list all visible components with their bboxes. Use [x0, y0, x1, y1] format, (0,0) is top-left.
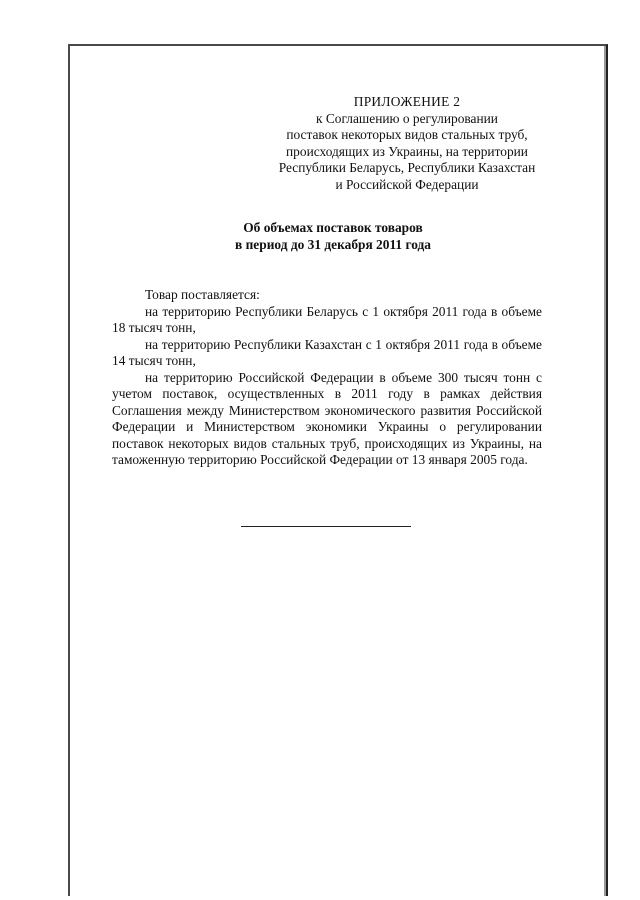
appendix-block [262, 94, 552, 193]
heading-line-2: в период до 31 декабря 2011 года [235, 236, 431, 252]
heading-line-1: Об объемах поставок товаров [243, 220, 423, 235]
appendix-line: поставок некоторых видов стальных труб, [286, 127, 528, 142]
document-body [112, 287, 542, 469]
appendix-title: ПРИЛОЖЕНИЕ 2 [353, 94, 461, 109]
page-border-shadow [604, 46, 606, 896]
appendix-line: к Соглашению о регулировании [316, 110, 498, 126]
appendix-line: происходящих из Украины, на территории [286, 143, 528, 159]
body-item-kazakhstan: на территорию Республики Казахстан с 1 октября 2011 года в объеме 14 тысяч тонн, [112, 336, 542, 368]
appendix-line: Республики Беларусь, Республики Казахстан [278, 160, 536, 175]
body-item-belarus: на территорию Республики Беларусь с 1 октября 2011 года в объеме 18 тысяч тонн, [112, 303, 542, 335]
body-item-russia: на территорию Российской Федерации в объеме 300 тысяч тонн с учетом поставок, осуществленных в 2011 году в рамках действия Соглашения между Министерством экономического развития Российской Федерации и Министерством экономики Украины о регулировании поставок некоторых видов стальных труб, происходящих из Украины, на таможенную территорию Российской Федерации от 13 января 2005 года. [112, 369, 542, 467]
document-heading [188, 220, 478, 253]
appendix-line: и Российской Федерации [335, 176, 479, 192]
body-intro: Товар поставляется: [145, 287, 260, 302]
closing-rule [241, 526, 411, 527]
